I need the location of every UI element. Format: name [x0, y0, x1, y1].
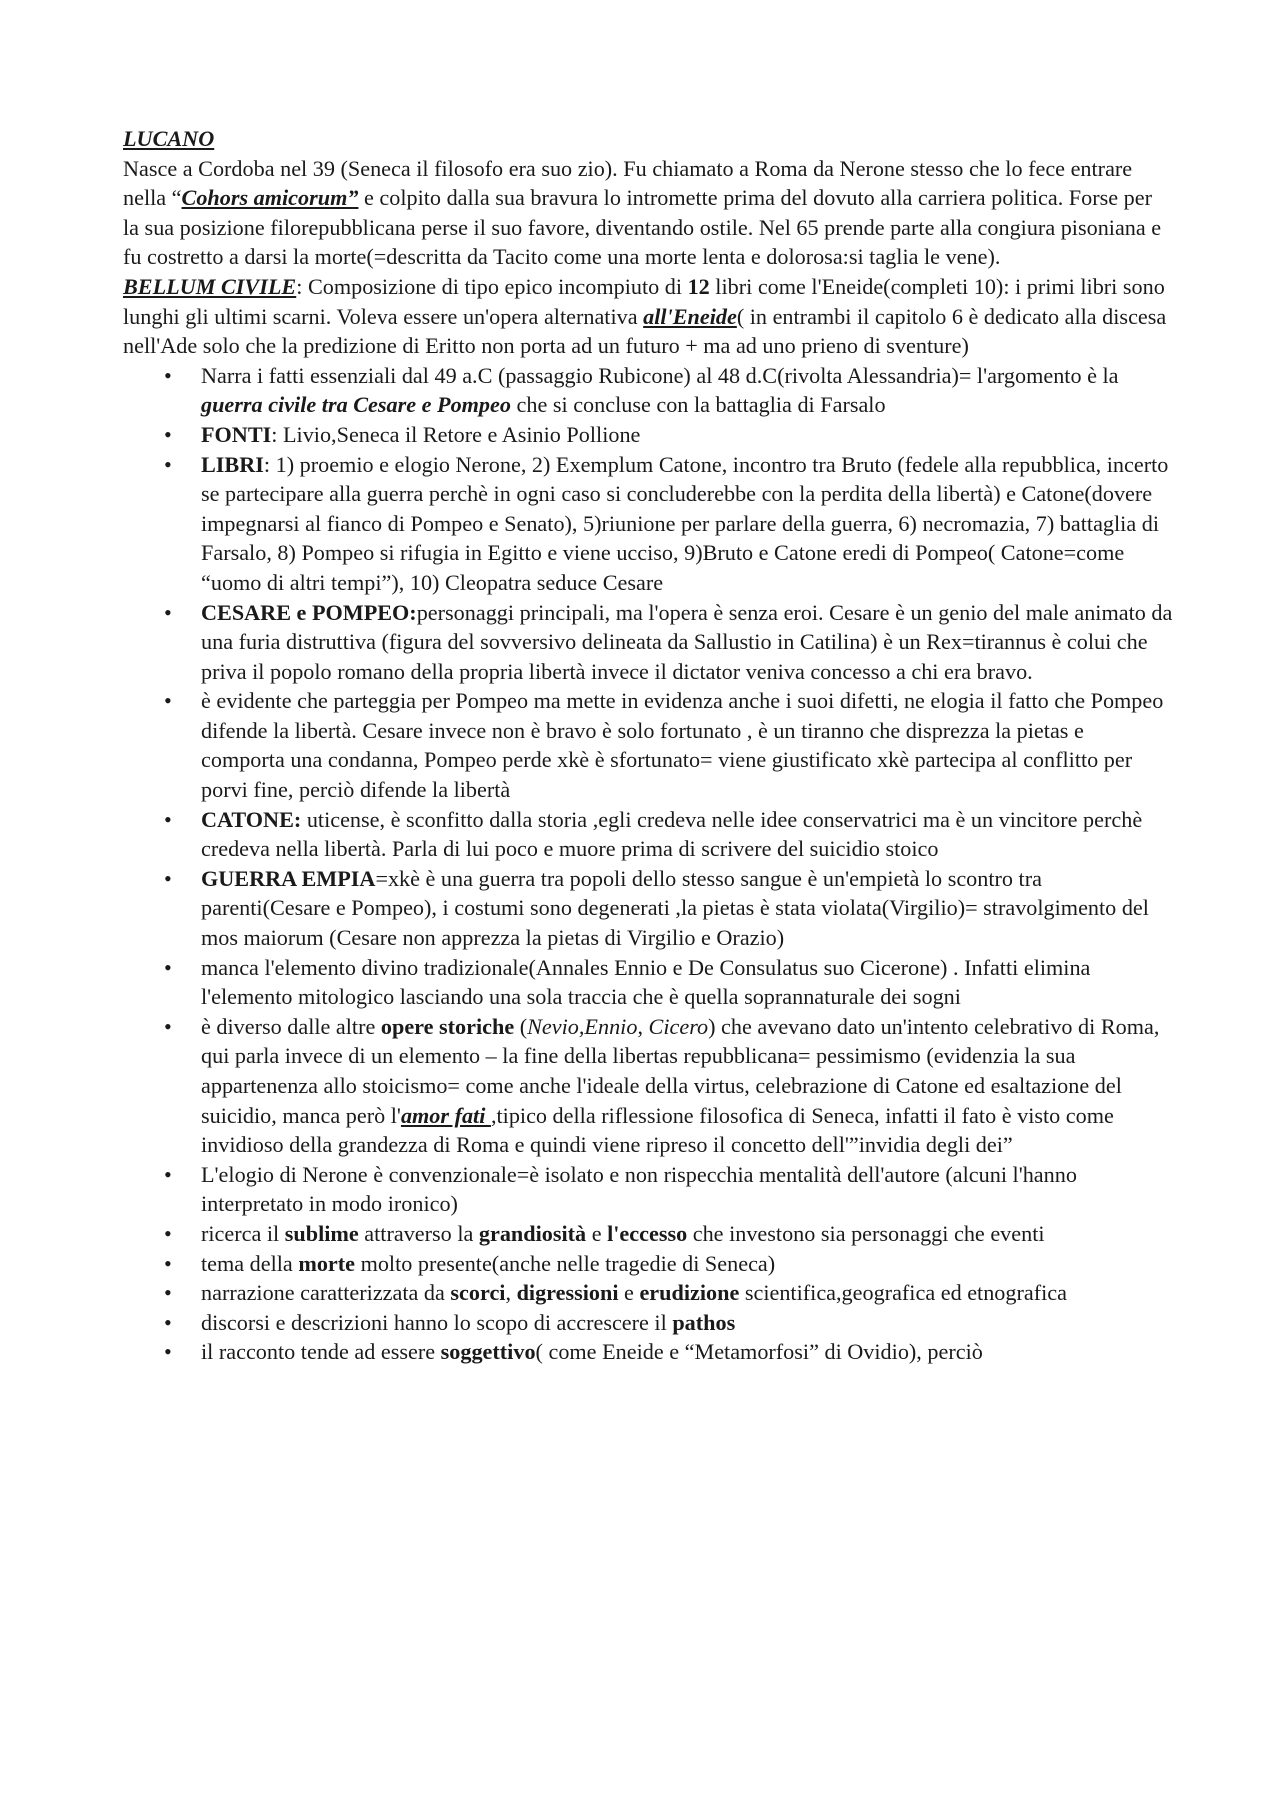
list-item: • CESARE e POMPEO:personaggi principali, ma l'opera è senza eroi. Cesare è un genio del male animato da una furia distruttiva (figura del sovversivo delineata da Sallustio in Catilina) è un Rex=tirannus è colui che priva il popolo romano della propria libertà invece il dictator veniva concesso a chi era bravo. [164, 599, 1173, 684]
document-page [123, 124, 1173, 1367]
bellum-civile-paragraph [123, 272, 1173, 361]
list-item: • L'elogio di Nerone è convenzionale=è isolato e non rispecchia mentalità dell'autore (alcuni l'hanno interpretato in modo ironico) [164, 1161, 1077, 1217]
bullet-icon: • [164, 599, 172, 625]
bullet-icon: • [164, 421, 172, 447]
list-item: • tema della morte molto presente(anche nelle tragedie di Seneca) [123, 1249, 1173, 1279]
all-eneide-term: all'Eneide [643, 303, 737, 329]
bullet-icon: • [164, 865, 172, 891]
bullet-icon: • [164, 1339, 172, 1365]
intro-text: Nasce a Cordoba nel 39 (Seneca il filosofo era suo zio). Fu chiamato a Roma da Nerone stesso che lo fece entrare nella “ [123, 155, 1133, 211]
bullet-list [123, 361, 1173, 1367]
bullet-icon: • [164, 1220, 172, 1246]
books-count: 12 [687, 273, 710, 299]
bullet-icon: • [164, 954, 172, 980]
item-label: GUERRA EMPIA [201, 865, 376, 891]
item-label: FONTI [201, 421, 272, 447]
list-item: • LIBRI: 1) proemio e elogio Nerone, 2) Exemplum Catone, incontro tra Bruto (fedele alla repubblica, incerto se partecipare alla guerra perchè in ogni caso si concluderebbe con la perdita della libertà) e Catone(dovere impegnarsi al fianco di Pompeo e Senato), 5)riunione per parlare della guerra, 6) necromazia, 7) battaglia di Farsalo, 8) Pompeo si rifugia in Egitto e viene ucciso, 9)Bruto e Catone eredi di Pompeo( Catone=come “uomo di altri tempi”), 10) Cleopatra seduce Cesare [164, 451, 1169, 595]
page-title: LUCANO [123, 126, 215, 151]
bullet-icon: • [164, 1309, 172, 1335]
list-item: • manca l'elemento divino tradizionale(Annales Ennio e De Consulatus suo Cicerone) . Infatti elimina l'elemento mitologico lasciando una sola traccia che è quella soprannaturale dei sogni [164, 954, 1091, 1010]
emphasis-text: guerra civile tra Cesare e Pompeo [201, 392, 511, 418]
bullet-icon: • [164, 451, 172, 477]
bullet-icon: • [164, 1161, 172, 1187]
bullet-icon: • [164, 362, 172, 388]
bullet-icon: • [164, 806, 172, 832]
item-label: LIBRI [201, 451, 264, 477]
bellum-text-cont: libri come l'Eneide(completi 10): i primi libri sono lunghi gli ultimi scarni. Voleva essere un'opera alternativa [123, 273, 1165, 329]
bellum-text-end: ( in entrambi il capitolo 6 è dedicato alla discesa nell'Ade solo che la predizione di Eritto non porta ad un futuro + ma ad uno prieno di sventure) [123, 303, 1167, 359]
list-item: • GUERRA EMPIA=xkè è una guerra tra popoli dello stesso sangue è un'empietà lo scontro tra parenti(Cesare e Pompeo), i costumi sono degenerati ,la pietas è stata violata(Virgilio)= stravolgimento del mos maiorum (Cesare non apprezza la pietas di Virgilio e Orazio) [164, 865, 1149, 951]
list-item: • narrazione caratterizzata da scorci, digressioni e erudizione scientifica,geografica ed etnografica [123, 1278, 1173, 1308]
bellum-civile-heading: BELLUM CIVILE [123, 273, 297, 299]
cohors-amicorum-term: Cohors amicorum” [181, 185, 359, 211]
intro-paragraph [123, 154, 1173, 272]
list-item: • discorsi e descrizioni hanno lo scopo di accrescere il pathos [123, 1308, 1173, 1338]
list-item: • è diverso dalle altre opere storiche (Nevio,Ennio, Cicero) che avevano dato un'intento celebrativo di Roma, qui parla invece di un elemento – la fine della libertas repubblicana= pessimismo (evidenzia la sua appartenenza allo stoicismo= come anche l'ideale della virtus, celebrazione di Catone ed esaltazione del suicidio, manca però l'amor fati ,tipico della riflessione filosofica di Seneca, infatti il fato è visto come invidioso della grandezza di Roma e quindi viene ripreso il concetto dell'”invidia degli dei” [164, 1013, 1160, 1158]
amor-fati-term: amor fati [400, 1102, 491, 1128]
list-item: • Narra i fatti essenziali dal 49 a.C (passaggio Rubicone) al 48 d.C(rivolta Alessandria)= l'argomento è la guerra civile tra Cesare e Pompeo che si concluse con la battaglia di Farsalo [164, 362, 1119, 418]
list-item: • il racconto tende ad essere soggettivo( come Eneide e “Metamorfosi” di Ovidio), perciò [123, 1337, 1173, 1367]
bullet-icon: • [164, 1013, 172, 1039]
list-item: • è evidente che parteggia per Pompeo ma mette in evidenza anche i suoi difetti, ne elogia il fatto che Pompeo difende la libertà. Cesare invece non è bravo è solo fortunato , è un tiranno che disprezza la pietas e comporta una condanna, Pompeo perde xkè è sfortunato= viene giustificato xkè partecipa al conflitto per porvi fine, perciò difende la libertà [164, 688, 1164, 803]
bellum-text: : Composizione di tipo epico incompiuto di [296, 273, 688, 299]
bullet-icon: • [164, 1280, 172, 1306]
list-item: • CATONE: uticense, è sconfitto dalla storia ,egli credeva nelle idee conservatrici ma è un vincitore perchè credeva nella libertà. Parla di lui poco e muore prima di scrivere del suicidio stoico [164, 806, 1143, 862]
list-item: • FONTI: Livio,Seneca il Retore e Asinio Pollione [123, 420, 1173, 450]
item-label: CATONE: [201, 806, 302, 832]
list-item: • ricerca il sublime attraverso la grandiosità e l'eccesso che investono sia personaggi che eventi [123, 1219, 1173, 1249]
item-label: CESARE e POMPEO: [201, 599, 417, 625]
bullet-icon: • [164, 1250, 172, 1276]
bullet-icon: • [164, 688, 172, 714]
intro-text-cont: e colpito dalla sua bravura lo intromette prima del dovuto alla carriera politica. Forse per la sua posizione filorepubblicana perse il suo favore, diventando ostile. Nel 65 prende parte alla congiura pisoniana e fu costretto a darsi la morte(=descritta da Tacito come una morte lenta e dolorosa:si taglia le vene). [123, 185, 1162, 270]
heading-paragraph [123, 124, 1173, 154]
